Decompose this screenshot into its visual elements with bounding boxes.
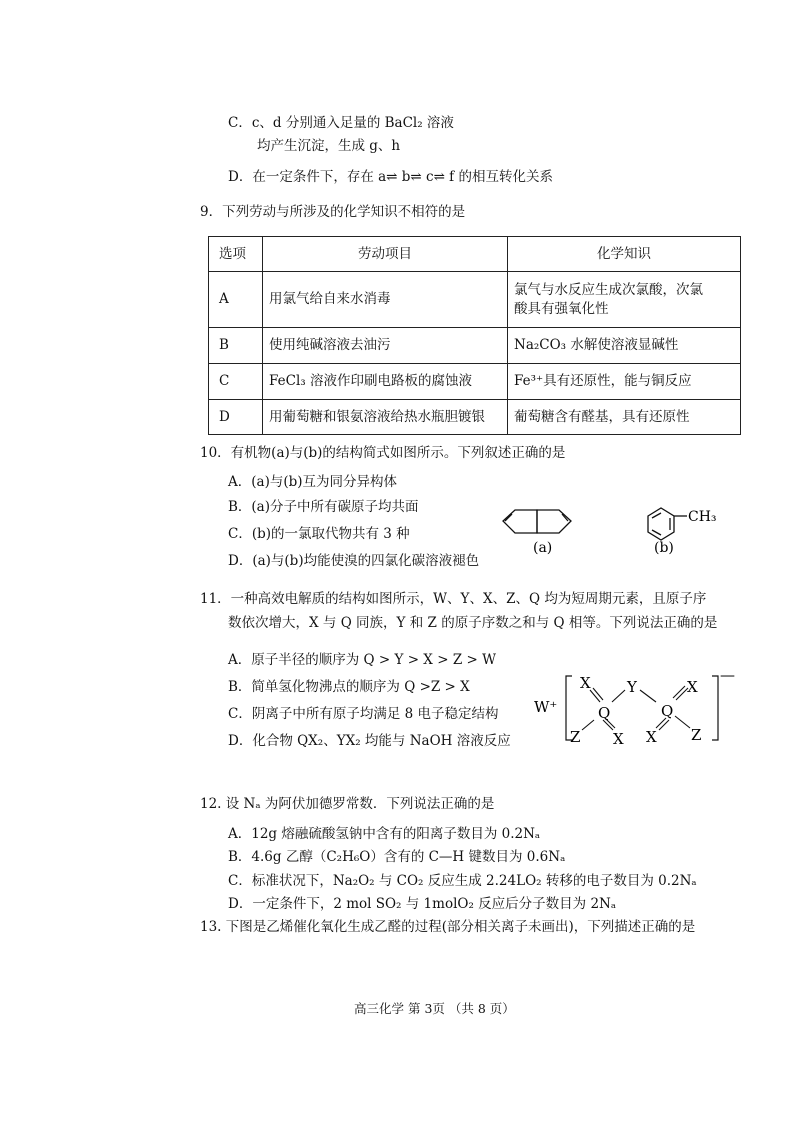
row-chem-line1: 氯气与水反应生成次氯酸，次氯 (514, 281, 703, 298)
atom-z: Z (691, 726, 702, 744)
atom-x: X (613, 730, 624, 748)
table-header-row (209, 237, 741, 272)
bracket-right (712, 676, 718, 740)
row-labor: 用葡萄糖和银氨溶液给热水瓶胆镀银 (263, 400, 508, 435)
table-row (209, 400, 741, 435)
row-labor: FeCl₃ 溶液作印刷电路板的腐蚀液 (263, 364, 508, 400)
row-chem (508, 272, 741, 328)
q9-stem: 9．下列劳动与所涉及的化学知识不相符的是 (200, 204, 466, 220)
atom-q: Q (598, 704, 611, 722)
q12-option-b: B．4.6g 乙醇（C₂H₆O）含有的 C—H 键数目为 0.6Nₐ (228, 849, 566, 865)
row-option: B (209, 328, 263, 364)
atom-x: X (646, 728, 657, 746)
row-chem: Fe³⁺具有还原性，能与铜反应 (508, 364, 741, 400)
table-row (209, 328, 741, 364)
row-chem-line2: 酸具有强氧化性 (514, 300, 609, 317)
q11-stem-line1: 11．一种高效电解质的结构如图所示，W、Y、X、Z、Q 均为短周期元素，且原子序 (200, 591, 707, 607)
anion-charge: — (720, 668, 735, 684)
q10-stem: 10．有机物(a)与(b)的结构简式如图所示。下列叙述正确的是 (200, 445, 566, 461)
row-chem: 葡萄糖含有醛基，具有还原性 (508, 400, 741, 435)
header-labor: 劳动项目 (263, 237, 508, 272)
q10-structures-figure (495, 488, 725, 560)
table-row (209, 364, 741, 400)
q12-option-c: C．标准状况下，Na₂O₂ 与 CO₂ 反应生成 2.24LO₂ 转移的电子数目为 0.2Nₐ (228, 873, 697, 889)
spiro-diene-structure (503, 510, 571, 533)
atom-x: X (580, 674, 591, 692)
methyl-label: CH₃ (688, 509, 717, 525)
q10-option-b: B．(a)分子中所有碳原子均共面 (228, 499, 419, 515)
toluene-structure (648, 508, 687, 540)
header-option: 选项 (209, 237, 263, 272)
atom-z: Z (570, 728, 581, 746)
row-labor: 用氯气给自来水消毒 (263, 272, 508, 328)
label-b: (b) (654, 540, 674, 556)
row-option: D (209, 400, 263, 435)
q10-option-d: D．(a)与(b)均能使溴的四氯化碳溶液褪色 (228, 553, 480, 569)
q8-option-d: D．在一定条件下，存在 a⇌ b⇌ c⇌ f 的相互转化关系 (228, 169, 553, 185)
q9-table (208, 236, 741, 435)
q12-option-a: A．12g 熔融硫酸氢钠中含有的阳离子数目为 0.2Nₐ (228, 826, 541, 842)
q11-stem-line2: 数依次增大，X 与 Q 同族，Y 和 Z 的原子序数之和与 Q 相等。下列说法正确的是 (228, 615, 718, 631)
q11-option-a: A．原子半径的顺序为 Q > Y > X > Z > W (228, 652, 496, 668)
cation-label: W⁺ (534, 698, 558, 716)
q12-option-d: D．一定条件下，2 mol SO₂ 与 1molO₂ 反应后分子数目为 2Nₐ (228, 896, 617, 912)
q13-stem: 13. 下图是乙烯催化氧化生成乙醛的过程(部分相关离子未画出)，下列描述正确的是 (200, 919, 696, 935)
q12-stem: 12. 设 Nₐ 为阿伏加德罗常数．下列说法正确的是 (200, 796, 495, 812)
q8-option-c-line2: 均产生沉淀，生成 g、h (257, 138, 401, 154)
atom-y: Y (627, 678, 637, 696)
q10-option-a: A．(a)与(b)互为同分异构体 (228, 474, 398, 490)
q11-option-d: D．化合物 QX₂、YX₂ 均能与 NaOH 溶液反应 (228, 733, 511, 749)
row-option: C (209, 364, 263, 400)
q11-option-c: C．阴离子中所有原子均满足 8 电子稳定结构 (228, 706, 499, 722)
label-a: (a) (533, 540, 553, 556)
table-row (209, 272, 741, 328)
q11-option-b: B．简单氢化物沸点的顺序为 Q >Z > X (228, 679, 470, 695)
atom-x: X (687, 678, 698, 696)
page-footer: 高三化学 第 3页 （共 8 页） (354, 1001, 515, 1016)
row-option: A (209, 272, 263, 328)
row-chem: Na₂CO₃ 水解使溶液显碱性 (508, 328, 741, 364)
atom-q: Q (661, 702, 674, 720)
row-labor: 使用纯碱溶液去油污 (263, 328, 508, 364)
q10-option-c: C．(b)的一氯取代物共有 3 种 (228, 526, 410, 542)
q11-anion-structure (530, 668, 740, 752)
q8-option-c-line1: C．c、d 分别通入足量的 BaCl₂ 溶液 (228, 115, 454, 131)
header-chem: 化学知识 (508, 237, 741, 272)
